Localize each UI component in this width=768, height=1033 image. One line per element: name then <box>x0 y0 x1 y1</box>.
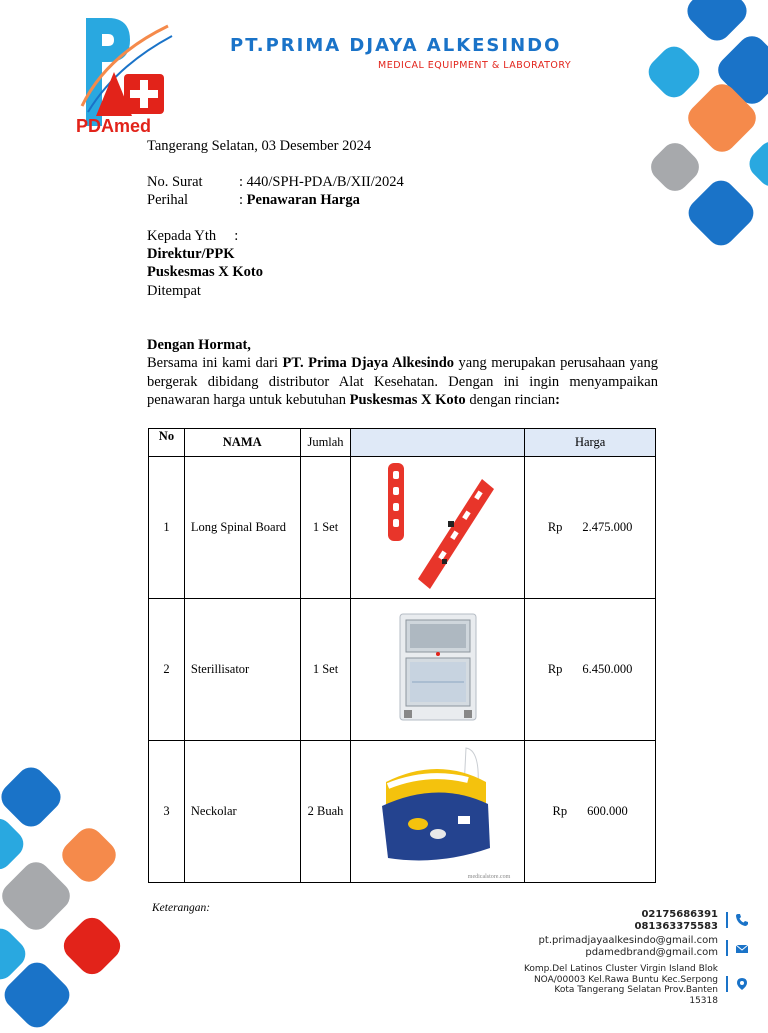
row-nama: Sterillisator <box>184 599 300 741</box>
body-org: Puskesmas X Koto <box>349 392 466 408</box>
location-pin-icon <box>735 977 749 991</box>
row-nama: Neckolar <box>184 741 300 883</box>
address-line-1: Komp.Del Latinos Cluster Virgin Island Blok <box>523 964 718 974</box>
recipient-org: Puskesmas X Koto <box>147 264 264 280</box>
table-row <box>149 599 656 741</box>
row-harga <box>525 457 656 599</box>
email-1: pt.primadjayaalkesindo@gmail.com <box>538 935 718 946</box>
price-value: 600.000 <box>587 804 628 818</box>
phone-2: 081363375583 <box>634 921 718 932</box>
neck-collar-image <box>368 746 508 874</box>
body-text-2: yang merupakan perusahaan yang bergerak dibidang distributor Alat Kesehatan. Dengan ini ingin menyampaikan penawaran harga untuk kebutuhan <box>147 355 658 408</box>
row-harga <box>525 599 656 741</box>
row-harga <box>525 741 656 883</box>
logo-wordmark: PDAmed <box>76 116 152 136</box>
offer-table <box>148 428 656 883</box>
table-row <box>149 741 656 883</box>
body-text-3: dengan rincian <box>465 392 556 408</box>
table-header-row <box>149 429 656 457</box>
currency-label: Rp <box>547 662 563 676</box>
row-no: 3 <box>149 741 185 883</box>
kepada-label: Kepada Yth : <box>147 228 239 244</box>
row-image-cell <box>351 741 525 883</box>
place-date: Tangerang Selatan, 03 Desember 2024 <box>147 138 372 154</box>
sterilizer-image <box>396 612 480 724</box>
perihal-value: Penawaran Harga <box>246 192 360 208</box>
email-icon <box>735 942 749 956</box>
header-harga: Harga <box>525 429 656 457</box>
row-image-cell <box>351 599 525 741</box>
no-surat-value: : 440/SPH-PDA/B/XII/2024 <box>239 174 404 190</box>
row-nama: Long Spinal Board <box>184 457 300 599</box>
row-jumlah: 1 Set <box>300 457 351 599</box>
row-no: 1 <box>149 457 185 599</box>
recipient-place: Ditempat <box>147 283 201 299</box>
email-2: pdamedbrand@gmail.com <box>585 947 718 958</box>
phone-icon <box>735 913 749 927</box>
image-caption: medicalstore.com <box>467 874 511 880</box>
contact-divider <box>726 940 728 956</box>
row-jumlah: 2 Buah <box>300 741 351 883</box>
recipient-title: Direktur/PPK <box>147 246 235 262</box>
address-line-3: Kota Tangerang Selatan Prov.Banten <box>554 985 718 995</box>
no-surat-label: No. Surat <box>147 174 203 190</box>
currency-label: Rp <box>547 520 563 534</box>
body-colon: : <box>555 392 560 408</box>
spinal-board-image <box>378 461 498 591</box>
row-no: 2 <box>149 599 185 741</box>
address-line-2: NOA/00003 Kel.Rawa Buntu Kec.Serpong <box>533 974 718 985</box>
contact-phones <box>635 909 719 933</box>
header-nama: NAMA <box>184 429 300 457</box>
perihal-row <box>239 192 360 209</box>
header-jumlah: Jumlah <box>300 429 351 457</box>
company-tagline: MEDICAL EQUIPMENT & LABORATORY <box>378 60 572 71</box>
table-row <box>149 457 656 599</box>
price-value: 2.475.000 <box>582 520 633 534</box>
address-line-4: 15318 <box>689 995 718 1006</box>
phone-1: 02175686391 <box>641 909 718 920</box>
body-paragraph <box>147 354 658 410</box>
row-jumlah: 1 Set <box>300 599 351 741</box>
header-no: No <box>149 429 185 457</box>
row-image-cell <box>351 457 525 599</box>
currency-label: Rp <box>552 804 568 818</box>
keterangan-label: Keterangan: <box>152 902 211 914</box>
header-image <box>351 429 525 457</box>
company-name: PT.PRIMA DJAYA ALKESINDO <box>230 35 562 56</box>
contact-divider <box>726 912 728 928</box>
perihal-colon: : <box>239 192 247 208</box>
contact-emails <box>539 935 718 959</box>
contact-address <box>524 964 718 1006</box>
body-text-1: Bersama ini kami dari <box>147 355 283 371</box>
body-company: PT. Prima Djaya Alkesindo <box>282 355 455 371</box>
contact-divider <box>726 976 728 992</box>
perihal-label: Perihal <box>147 192 189 208</box>
price-value: 6.450.000 <box>582 662 633 676</box>
greeting: Dengan Hormat, <box>147 337 251 353</box>
